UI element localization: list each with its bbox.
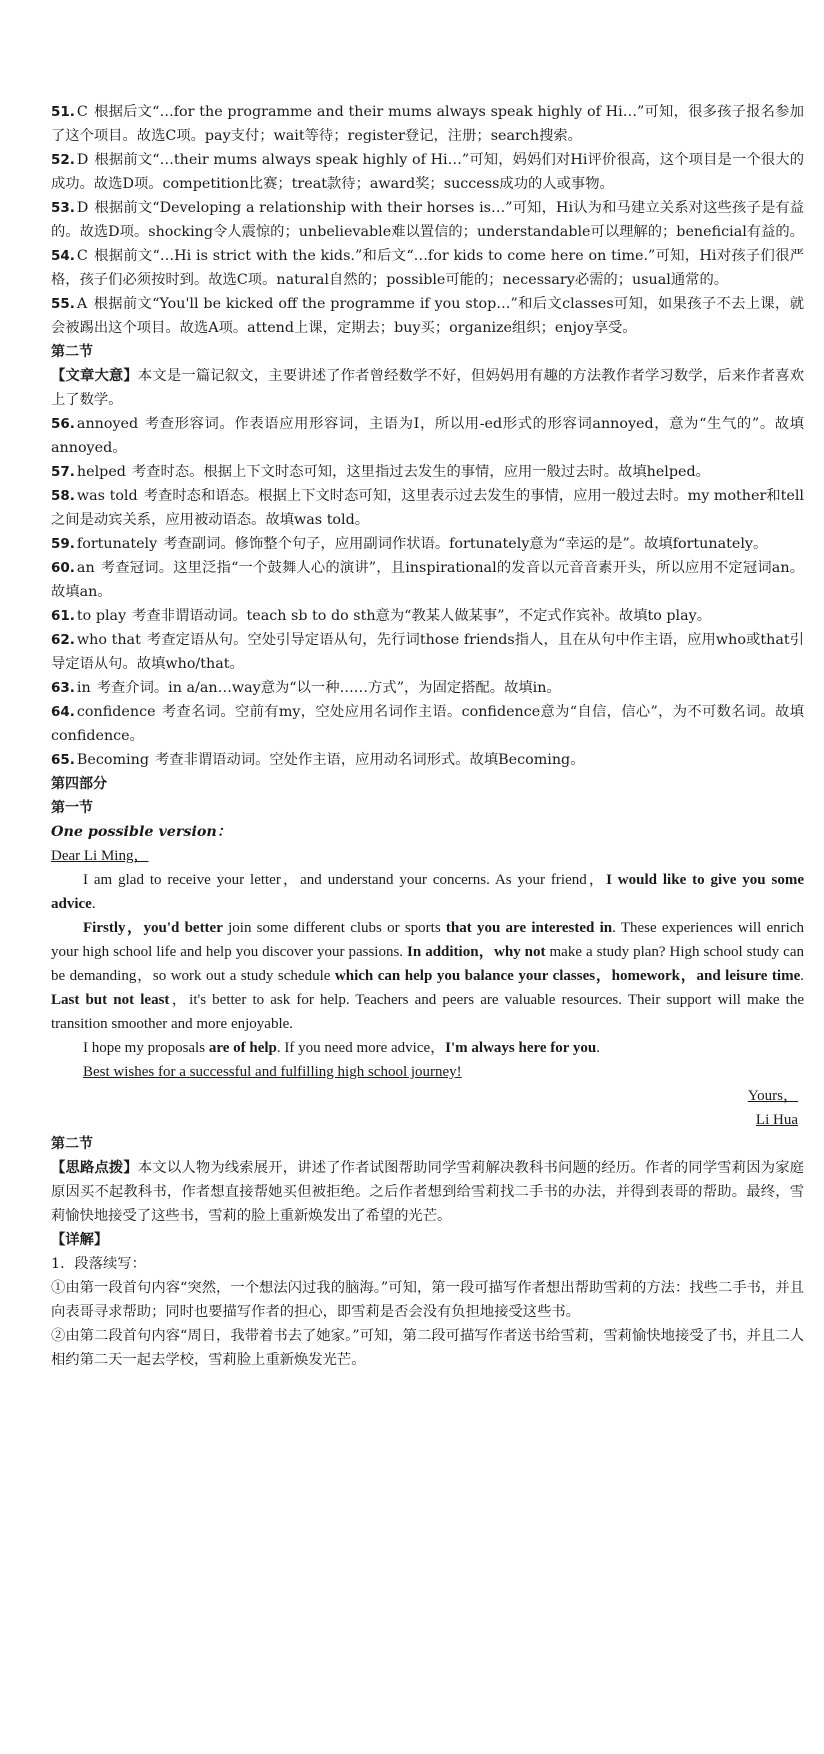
model-letter: [51, 844, 804, 1132]
article-summary: 【文章大意】本文是一篇记叙文，主要讲述了作者曾经数学不好，但妈妈用有趣的方法教作者学习数学，后来作者喜欢上了数学。: [51, 368, 804, 408]
summary-tag: 【文章大意】: [51, 368, 138, 384]
section-heading-2: 第二节: [51, 344, 93, 360]
part4-section1-heading: 第一节: [51, 800, 93, 816]
answer-item-53: 53. D 根据前文“Developing a relationship with their horses is…”可知，Hi认为和马建立关系对这些孩子是有益的。故选D项。shocking令人震惊的；unbelievable难以置信的；understandable可以理解的；beneficial有益的。: [51, 200, 804, 240]
version-label: One possible version：: [51, 824, 232, 840]
answer-item-65: 65. Becoming 考查非谓语动词。空处作主语，应用动名词形式。故填Becoming。: [51, 752, 585, 768]
answer-list-part2: [51, 412, 804, 772]
letter-paragraph-2: Firstly，you'd better join some different clubs or sports that you are interested in. These experiences will enrich your high school life and help you discover your passions. In addition，why not make a study plan? High school study can be demanding，so work out a study schedule which can help you balance your classes，homework，and leisure time. Last but not least，it's better to ask for help. Teachers and peers are valuable resources. Their support will make the transition smoother and more enjoyable.: [51, 920, 804, 1032]
answer-item-54: 54. C 根据前文“…Hi is strict with the kids.”和后文“…for kids to come here on time.”可知，Hi对孩子们很严格，孩子们必须按时到。故选C项。natural自然的；possible可能的；necessary必需的；usual通常的。: [51, 248, 804, 288]
letter-paragraph-1: I am glad to receive your letter，and understand your concerns. As your friend，I would like to give you some advice.: [51, 872, 804, 912]
letter-sign-off: Yours，: [747, 1088, 798, 1104]
idea-hint: 【思路点拨】本文以人物为线索展开，讲述了作者试图帮助同学雪莉解决教科书问题的经历。作者的同学雪莉因为家庭原因买不起教科书，作者想直接帮她买但被拒绝。之后作者想到给雪莉找二手书的办法，并得到表哥的帮助。最终，雪莉愉快地接受了这些书，雪莉的脸上重新焕发出了希望的光芒。: [51, 1160, 804, 1224]
answer-item-57: 57. helped 考查时态。根据上下文时态可知，这里指过去发生的事情，应用一般过去时。故填helped。: [51, 464, 710, 480]
letter-signature: Li Hua: [755, 1112, 798, 1128]
answer-item-58: 58. was told 考查时态和语态。根据上下文时态可知，这里表示过去发生的事情，应用一般过去时。my mother和tell之间是动宾关系，应用被动语态。故填was told。: [51, 488, 804, 528]
detail-subheading: 1．段落续写：: [51, 1256, 146, 1272]
answer-item-64: 64. confidence 考查名词。空前有my，空处应用名词作主语。confidence意为“自信，信心”，为不可数名词。故填confidence。: [51, 704, 804, 744]
answer-item-59: 59. fortunately 考查副词。修饰整个句子，应用副词作状语。fortunately意为“幸运的是”。故填fortunately。: [51, 536, 768, 552]
part4-heading: 第四部分: [51, 776, 107, 792]
letter-closing-line: Best wishes for a successful and fulfilling high school journey!: [83, 1064, 462, 1080]
answer-item-56: 56. annoyed 考查形容词。作表语应用形容词，主语为I，所以用-ed形式的形容词annoyed，意为“生气的”。故填annoyed。: [51, 416, 804, 456]
answer-list-part1: [51, 100, 804, 340]
answer-item-51: 51. C 根据后文“…for the programme and their mums always speak highly of Hi…”可知，很多孩子报名参加了这个项目。故选C项。pay支付；wait等待；register登记，注册；search搜索。: [51, 104, 804, 144]
answer-item-55: 55. A 根据前文“You'll be kicked off the programme if you stop…”和后文classes可知，如果孩子不去上课，就会被踢出这个项目。故选A项。attend上课，定期去；buy买；organize组织；enjoy享受。: [51, 296, 804, 336]
part4-section2-heading: 第二节: [51, 1136, 93, 1152]
letter-paragraph-3: I hope my proposals are of help. If you need more advice，I'm always here for you.: [83, 1040, 601, 1056]
answer-item-61: 61. to play 考查非谓语动词。teach sb to do sth意为“教某人做某事”，不定式作宾补。故填to play。: [51, 608, 712, 624]
answer-item-62: 62. who that 考查定语从句。空处引导定语从句，先行词those friends指人，且在从句中作主语，应用who或that引导定语从句。故填who/that。: [51, 632, 804, 672]
answer-item-52: 52. D 根据前文“…their mums always speak highly of Hi…”可知，妈妈们对Hi评价很高，这个项目是一个很大的成功。故选D项。competition比赛；treat款待；award奖；success成功的人或事物。: [51, 152, 804, 192]
answer-item-60: 60. an 考查冠词。这里泛指“一个鼓舞人心的演讲”，且inspirational的发音以元音音素开头，所以应用不定冠词an。故填an。: [51, 560, 804, 600]
detail-heading: 【详解】: [51, 1232, 109, 1248]
detail-paragraph-2: ②由第二段首句内容“周日，我带着书去了她家。”可知，第二段可描写作者送书给雪莉，雪莉愉快地接受了书，并且二人相约第二天一起去学校，雪莉脸上重新焕发光芒。: [51, 1328, 804, 1368]
detail-paragraph-1: ①由第一段首句内容“突然，一个想法闪过我的脑海。”可知，第一段可描写作者想出帮助雪莉的方法：找些二手书，并且向表哥寻求帮助；同时也要描写作者的担心，即雪莉是否会没有负担地接受这些书。: [51, 1280, 804, 1320]
idea-tag: 【思路点拨】: [51, 1160, 138, 1176]
letter-greeting: Dear Li Ming，: [51, 848, 149, 864]
answer-item-63: 63. in 考查介词。in a/an…way意为“以一种……方式”，为固定搭配。故填in。: [51, 680, 561, 696]
